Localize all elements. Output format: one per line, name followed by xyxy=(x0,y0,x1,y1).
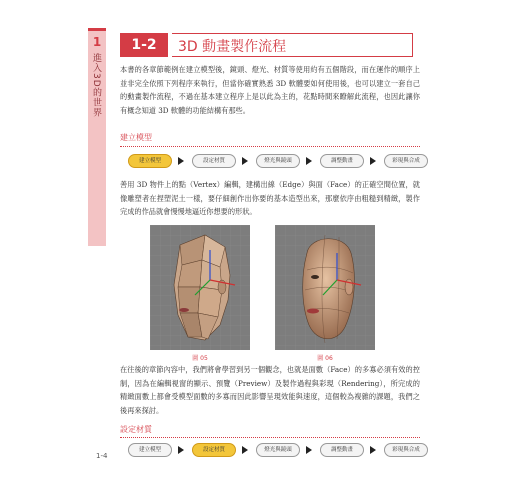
section-title-box xyxy=(172,33,413,57)
arrow-right-icon xyxy=(306,157,312,165)
figure-06-caption: 圖 06 xyxy=(317,355,333,362)
low-poly-head-wireframe-icon xyxy=(150,225,250,350)
workflow-step: 調整動畫 xyxy=(320,443,364,457)
workflow-step: 燈光與鏡頭 xyxy=(256,154,300,168)
subsection-heading-modeling: 建立模型 xyxy=(120,133,152,142)
workflow-step: 設定材質 xyxy=(192,443,236,457)
subsection-heading-material: 設定材質 xyxy=(120,425,152,434)
arrow-right-icon xyxy=(178,157,184,165)
section-header xyxy=(120,33,420,57)
figure-05-caption: 圖 05 xyxy=(192,355,208,362)
workflow-step: 設定材質 xyxy=(192,154,236,168)
arrow-right-icon xyxy=(178,446,184,454)
arrow-right-icon xyxy=(242,157,248,165)
workflow-step: 彩現與合成 xyxy=(384,443,428,457)
page-number: 1-4 xyxy=(96,452,108,460)
workflow-step: 彩現與合成 xyxy=(384,154,428,168)
intro-paragraph: 本書的各章節範例在建立模型後，鏡頭、燈光、材質等使用約有五個階段，而在運作的順序上並非完全依照下列程序來執行，但當你確實熟悉 3D 軟體要如何使用後，也可以建立一套自己的動畫製作流程，不過在基本建立程序上是以此為主的，花點時間來瞭解此流程，也因此讓你有概念知道 3D 軟體的功能結構有那些。 xyxy=(120,65,420,115)
figure-low-poly-head xyxy=(150,225,250,350)
faces-paragraph: 在往後的章節內容中，我們將會學習到另一個觀念，也就是面數（Face）的多寡必須有效的控制，因為在編輯視窗的顯示、預覽（Preview）及製作過程與彩現（Rendering），所完成的精緻面數上都會受模型面數的多寡而因此影響呈現效能與速度，這個較為複雜的課題，我們之後再來探討。 xyxy=(120,365,420,415)
subsection-divider xyxy=(120,437,420,438)
section-number: 1-2 xyxy=(120,33,168,57)
chapter-side-tab xyxy=(88,28,106,246)
chapter-title: 進入3D的世界 xyxy=(91,53,101,118)
smooth-head-wireframe-icon xyxy=(275,225,375,350)
workflow-step: 建立模型 xyxy=(128,443,172,457)
arrow-right-icon xyxy=(370,446,376,454)
workflow-diagram-2 xyxy=(128,443,428,457)
chapter-number: 1 xyxy=(92,35,102,49)
workflow-step: 調整動畫 xyxy=(320,154,364,168)
arrow-right-icon xyxy=(370,157,376,165)
modeling-paragraph: 善用 3D 物件上的點（Vertex）編輯，建構出線（Edge）與面（Face）的正確空間位置，就像雕塑者在捏塑泥土一樣，要仔細創作出你要的基本造型出來，那麼依序由粗糙到精緻，製作完成的作品就會慢慢地逼近你想要的形狀。 xyxy=(120,180,420,216)
arrow-right-icon xyxy=(242,446,248,454)
workflow-step: 建立模型 xyxy=(128,154,172,168)
subsection-divider xyxy=(120,146,420,147)
figure-smooth-head xyxy=(275,225,375,350)
arrow-right-icon xyxy=(306,446,312,454)
workflow-diagram-1 xyxy=(128,154,428,168)
workflow-step: 燈光與鏡頭 xyxy=(256,443,300,457)
section-title: 3D 動畫製作流程 xyxy=(178,39,287,55)
